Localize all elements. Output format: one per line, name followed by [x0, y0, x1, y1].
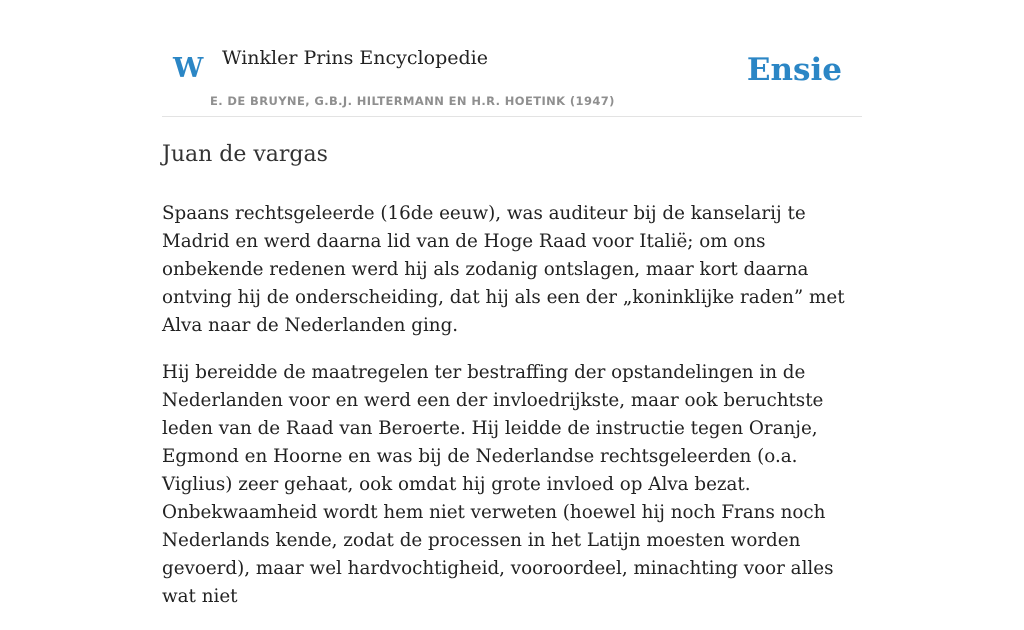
article — [162, 138, 862, 630]
publication-authors: E. DE BRUYNE, G.B.J. HILTERMANN EN H.R. HOETINK (1947) — [210, 94, 615, 108]
publication-title[interactable]: Winkler Prins Encyclopedie — [222, 47, 488, 69]
article-title: Juan de vargas — [162, 142, 328, 167]
site-header — [162, 0, 862, 117]
article-paragraph: Spaans rechtsgeleerde (16de eeuw), was auditeur bij de kanselarij te Madrid en werd daarna lid van de Hoge Raad voor Italië; om ons onbekende redenen werd hij als zodanig ontslagen, maar kort daarna ontving hij de onderscheiding, dat hij als een der „koninklijke raden” met Alva naar de Nederlanden ging. — [162, 203, 845, 336]
article-paragraph: Hij bereidde de maatregelen ter bestraffing der opstandelingen in de Nederlanden voor en werd een der invloedrijkste, maar ook beruchtste leden van de Raad van Beroerte. Hij leidde de instructie tegen Oranje, Egmond en Hoorne en was bij de Nederlandse rechtsgeleerden (o.a. Viglius) zeer gehaat, ook omdat hij grote invloed op Alva bezat. Onbekwaamheid wordt hem niet verweten (hoewel hij noch Frans noch Nederlands kende, zodat de processen in het Latijn moesten worden gevoerd), maar wel hardvochtigheid, vooroordeel, minachting voor alles wat niet — [162, 362, 834, 607]
ensie-logo[interactable]: Ensie — [746, 52, 842, 88]
winkler-prins-logo[interactable]: W — [173, 53, 204, 84]
